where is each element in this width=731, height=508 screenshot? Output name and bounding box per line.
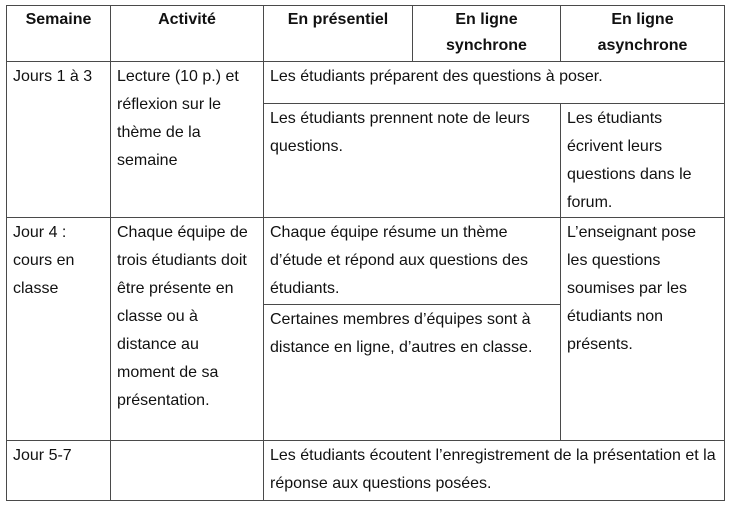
header-presentiel: En présentiel	[264, 6, 413, 62]
schedule-table	[6, 5, 725, 501]
cell-semaine: Jour 4 : cours en classe	[7, 218, 111, 441]
cell-asynchrone: Les étudiants écrivent leurs questions dans le forum.	[561, 104, 725, 218]
cell-activite: Lecture (10 p.) et réflexion sur le thème de la semaine	[111, 62, 264, 218]
cell-presentiel-synchrone: Chaque équipe résume un thème d’étude et répond aux questions des étudiants.	[264, 218, 561, 305]
cell-semaine: Jours 1 à 3	[7, 62, 111, 218]
header-synchrone: En ligne synchrone	[413, 6, 561, 62]
table-row	[7, 62, 725, 104]
cell-activite	[111, 441, 264, 501]
cell-presentiel-synchrone: Certaines membres d’équipes sont à distance en ligne, d’autres en classe.	[264, 305, 561, 441]
cell-all-modes: Les étudiants préparent des questions à poser.	[264, 62, 725, 104]
header-row	[7, 6, 725, 62]
header-activite: Activité	[111, 6, 264, 62]
cell-all-modes: Les étudiants écoutent l’enregistrement de la présentation et la réponse aux questions posées.	[264, 441, 725, 501]
cell-asynchrone: L’enseignant pose les questions soumises par les étudiants non présents.	[561, 218, 725, 441]
header-semaine: Semaine	[7, 6, 111, 62]
header-asynchrone: En ligne asynchrone	[561, 6, 725, 62]
table-row	[7, 218, 725, 305]
cell-presentiel-synchrone: Les étudiants prennent note de leurs questions.	[264, 104, 561, 218]
cell-activite: Chaque équipe de trois étudiants doit être présente en classe ou à distance au moment de sa présentation.	[111, 218, 264, 441]
table-row	[7, 441, 725, 501]
cell-semaine: Jour 5-7	[7, 441, 111, 501]
